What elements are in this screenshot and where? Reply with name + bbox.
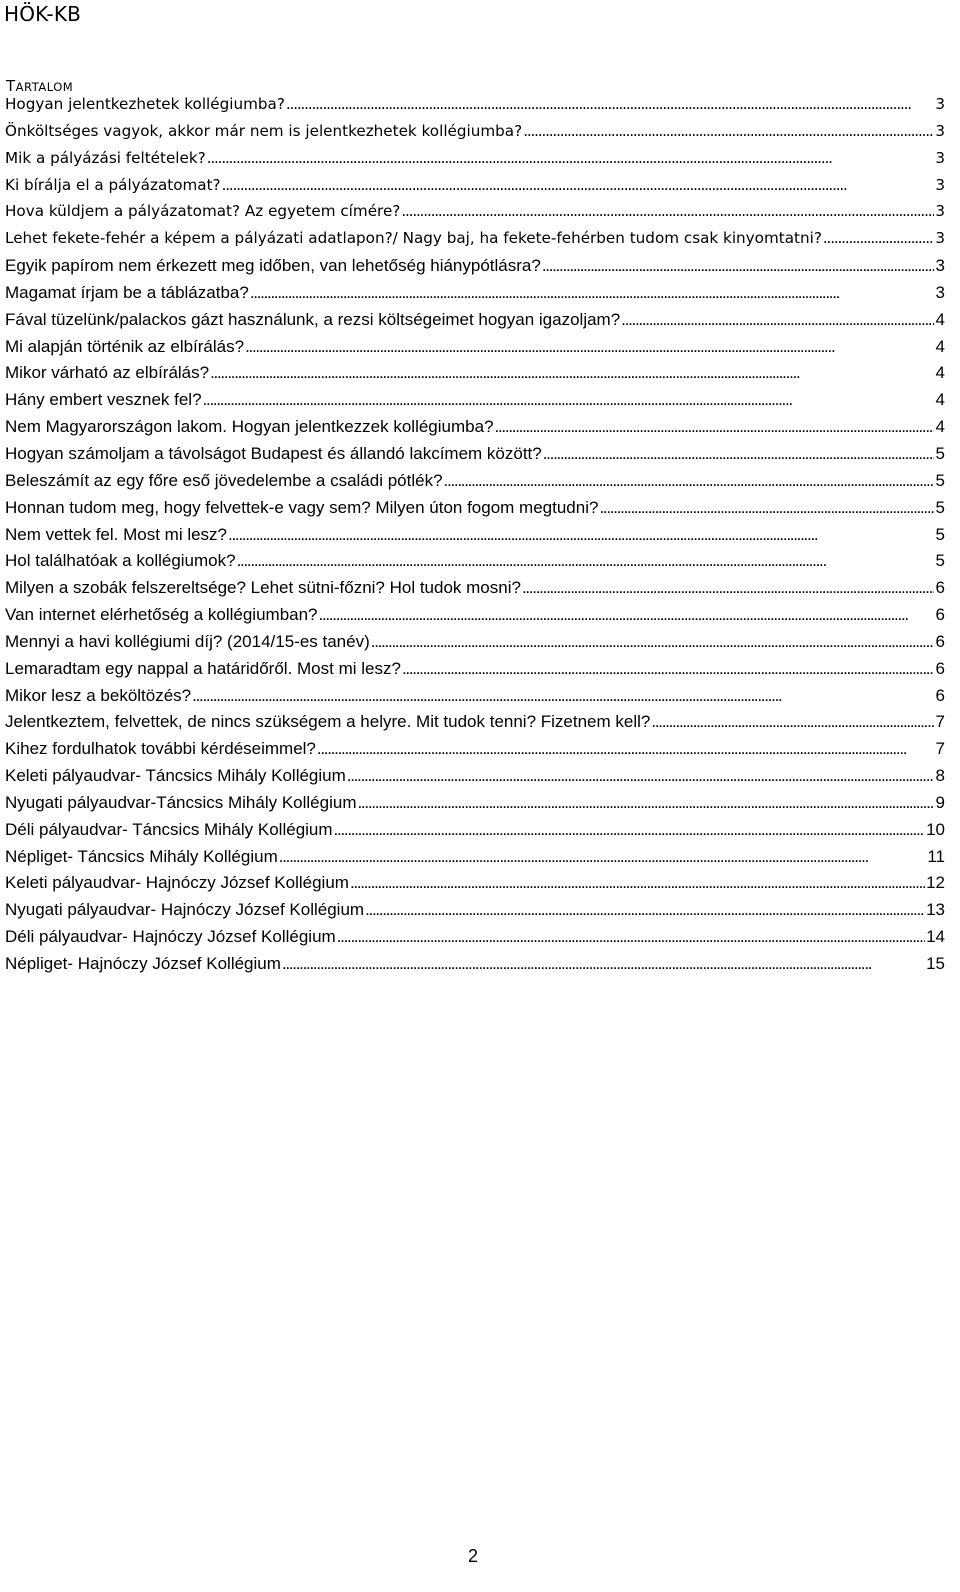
toc-entry-page[interactable]: 15 [926,954,945,973]
toc-entry-page[interactable]: 3 [935,256,945,276]
toc-entry[interactable] [5,256,945,283]
toc-entry[interactable] [5,390,945,417]
toc-dot-leader [401,202,934,220]
toc-entry[interactable] [5,766,945,793]
toc-entry-title[interactable]: Mikor lesz a beköltözés? [5,685,192,705]
toc-entry-title[interactable]: Népliget- Hajnóczy József Kollégium [5,954,281,973]
table-of-contents [5,95,945,981]
toc-entry[interactable] [5,525,945,552]
toc-entry-page[interactable]: 10 [926,819,945,839]
toc-entry-page[interactable]: 6 [935,578,945,598]
toc-entry-title[interactable]: Hova küldjem a pályázatomat? Az egyetem címére? [5,202,401,221]
toc-entry[interactable] [5,927,945,954]
toc-entry-page[interactable]: 3 [935,202,945,221]
toc-entry-title[interactable]: Van internet elérhetőség a kollégiumban? [5,605,318,625]
toc-entry-page[interactable]: 5 [935,443,945,463]
toc-entry-page[interactable]: 7 [935,712,945,732]
toc-entry-title[interactable]: Hogyan jelentkezhetek kollégiumba? [5,95,285,113]
toc-entry-title[interactable]: Népliget- Táncsics Mihály Kollégium [5,846,278,866]
toc-entry-page[interactable]: 8 [935,766,945,786]
toc-entry[interactable] [5,498,945,525]
toc-entry-page[interactable]: 13 [926,900,945,920]
toc-entry[interactable] [5,900,945,927]
toc-dot-leader [347,766,934,786]
toc-entry-title[interactable]: Honnan tudom meg, hogy felvettek-e vagy sem? Milyen úton fogom megtudni? [5,497,599,517]
toc-entry[interactable] [5,739,945,766]
toc-entry[interactable] [5,578,945,605]
toc-dot-leader [210,363,934,383]
toc-entry-page[interactable]: 3 [935,175,945,194]
toc-entry[interactable] [5,337,945,364]
toc-entry-title[interactable]: Milyen a szobák felszereltsége? Lehet sütni-főzni? Hol tudok mosni? [5,578,521,598]
toc-entry-page[interactable]: 5 [935,551,945,571]
toc-dot-leader [350,873,925,893]
toc-entry-page[interactable]: 11 [927,846,945,866]
page-number: 2 [468,1546,479,1566]
toc-dot-leader [599,498,934,518]
toc-dot-leader [495,417,934,437]
toc-dot-leader [444,471,934,491]
toc-entry-page[interactable]: 14 [926,927,945,947]
toc-dot-leader [279,847,927,867]
toc-entry-page[interactable]: 7 [935,739,945,759]
toc-entry-page[interactable]: 3 [935,95,945,113]
toc-entry[interactable] [5,417,945,444]
toc-entry-title[interactable]: Nyugati pályaudvar- Hajnóczy József Kollégium [5,900,365,920]
toc-entry-title[interactable]: Jelentkeztem, felvettek, de nincs szükségem a helyre. Mit tudok tenni? Fizetnem kell? [5,712,651,732]
toc-entry[interactable] [5,310,945,337]
toc-entry[interactable] [5,793,945,820]
toc-entry-title[interactable]: Mi alapján történik az elbírálás? [5,336,245,356]
toc-entry[interactable] [5,632,945,659]
toc-dot-leader [286,95,934,113]
toc-entry-page[interactable]: 3 [935,121,945,140]
toc-dot-leader [228,525,934,545]
toc-entry-title[interactable]: Keleti pályaudvar- Hajnóczy József Kollégium [5,873,349,893]
toc-entry[interactable] [5,149,945,176]
toc-entry[interactable] [5,686,945,713]
toc-entry[interactable] [5,605,945,632]
toc-entry-page[interactable]: 5 [935,470,945,490]
toc-entry[interactable] [5,954,945,981]
toc-entry[interactable] [5,659,945,686]
toc-entry[interactable] [5,283,945,310]
toc-dot-leader [522,578,934,598]
toc-entry-title[interactable]: Önköltséges vagyok, akkor már nem is jelentkezhetek kollégiumba? [5,121,523,140]
toc-entry-title[interactable]: Mik a pályázási feltételek? [5,148,206,167]
toc-entry-title[interactable]: Lehet fekete-fehér a képem a pályázati adatlapon?/ Nagy baj, ha fekete-fehérben tudom csak kinyomtatni? [5,229,822,248]
toc-dot-leader [337,927,925,947]
toc-entry[interactable] [5,471,945,498]
toc-entry-page[interactable]: 5 [935,497,945,517]
toc-entry-title[interactable]: Mikor várható az elbírálás? [5,363,210,383]
toc-dot-leader [651,712,934,732]
toc-entry[interactable] [5,847,945,874]
toc-dot-leader [250,283,934,303]
toc-dot-leader [192,686,934,706]
toc-entry-title[interactable]: Egyik papírom nem érkezett meg időben, van lehetőség hiánypótlásra? [5,256,541,276]
toc-entry-page[interactable]: 12 [926,873,945,893]
toc-entry-title[interactable]: Hogyan számoljam a távolságot Budapest és állandó lakcímem között? [5,443,542,463]
toc-heading-initial: T [6,77,16,95]
toc-entry-page[interactable]: 3 [935,282,945,302]
toc-entry[interactable] [5,95,945,122]
toc-entry-title[interactable]: Magamat írjam be a táblázatba? [5,282,249,302]
toc-dot-leader [222,176,934,194]
toc-entry-title[interactable]: Lemaradtam egy nappal a határidőről. Most mi lesz? [5,658,401,678]
toc-dot-leader [282,954,925,974]
toc-dot-leader [523,122,934,140]
toc-entry-title[interactable]: Fával tüzelünk/palackos gázt használunk, a rezsi költségeimet hogyan igazoljam? [5,309,621,329]
toc-entry[interactable] [5,176,945,203]
toc-entry-page[interactable]: 6 [935,685,945,705]
toc-entry-page[interactable]: 6 [935,605,945,625]
toc-entry[interactable] [5,202,945,229]
toc-entry-title[interactable]: Hány embert vesznek fel? [5,390,202,410]
toc-dot-leader [543,444,934,464]
toc-heading [6,76,73,97]
toc-entry[interactable] [5,363,945,390]
toc-entry-page[interactable]: 9 [935,792,945,812]
toc-entry-title[interactable]: Mennyi a havi kollégiumi díj? (2014/15-es tanév) [5,631,370,651]
toc-entry-page[interactable]: 4 [935,390,945,410]
toc-entry-page[interactable]: 6 [935,631,945,651]
toc-entry[interactable] [5,873,945,900]
toc-entry-title[interactable]: Kihez fordulhatok további kérdéseimmel? [5,739,316,759]
toc-entry[interactable] [5,229,945,256]
toc-entry-page[interactable]: 5 [935,524,945,544]
toc-entry[interactable] [5,122,945,149]
toc-dot-leader [542,256,934,276]
toc-entry-title[interactable]: Nyugati pályaudvar-Táncsics Mihály Kollégium [5,792,357,812]
toc-entry-page[interactable]: 4 [935,336,945,356]
toc-dot-leader [245,337,934,357]
toc-dot-leader [365,900,925,920]
toc-dot-leader [207,149,934,167]
toc-entry-page[interactable]: 4 [935,309,945,329]
toc-heading-rest: ARTALOM [15,80,74,94]
toc-dot-leader [334,820,926,840]
toc-entry-page[interactable]: 3 [935,229,945,248]
toc-entry-title[interactable]: Nem vettek fel. Most mi lesz? [5,524,228,544]
toc-dot-leader [823,229,934,247]
toc-dot-leader [237,551,934,571]
toc-dot-leader [402,659,934,679]
toc-entry-title[interactable]: Nem Magyarországon lakom. Hogyan jelentkezzek kollégiumba? [5,417,494,437]
toc-entry-title[interactable]: Hol találhatóak a kollégiumok? [5,551,236,571]
toc-dot-leader [371,632,934,652]
toc-entry-title[interactable]: Keleti pályaudvar- Táncsics Mihály Kollégium [5,766,346,786]
toc-dot-leader [319,605,934,625]
document-header-title: HÖK-KB [4,2,82,26]
toc-dot-leader [203,390,934,410]
toc-dot-leader [317,739,934,759]
toc-dot-leader [621,310,934,330]
toc-entry[interactable] [5,444,945,471]
toc-entry[interactable] [5,820,945,847]
toc-entry[interactable] [5,712,945,739]
toc-entry-title[interactable]: Beleszámít az egy főre eső jövedelembe a családi pótlék? [5,470,443,490]
toc-entry-title[interactable]: Déli pályaudvar- Táncsics Mihály Kollégium [5,819,333,839]
toc-entry-title[interactable]: Déli pályaudvar- Hajnóczy József Kollégium [5,927,336,947]
toc-entry-page[interactable]: 4 [935,417,945,437]
toc-entry[interactable] [5,551,945,578]
toc-entry-title[interactable]: Ki bírálja el a pályázatomat? [5,175,221,194]
toc-dot-leader [357,793,934,813]
toc-entry-page[interactable]: 4 [935,363,945,383]
toc-entry-page[interactable]: 6 [935,658,945,678]
toc-entry-page[interactable]: 3 [935,148,945,167]
